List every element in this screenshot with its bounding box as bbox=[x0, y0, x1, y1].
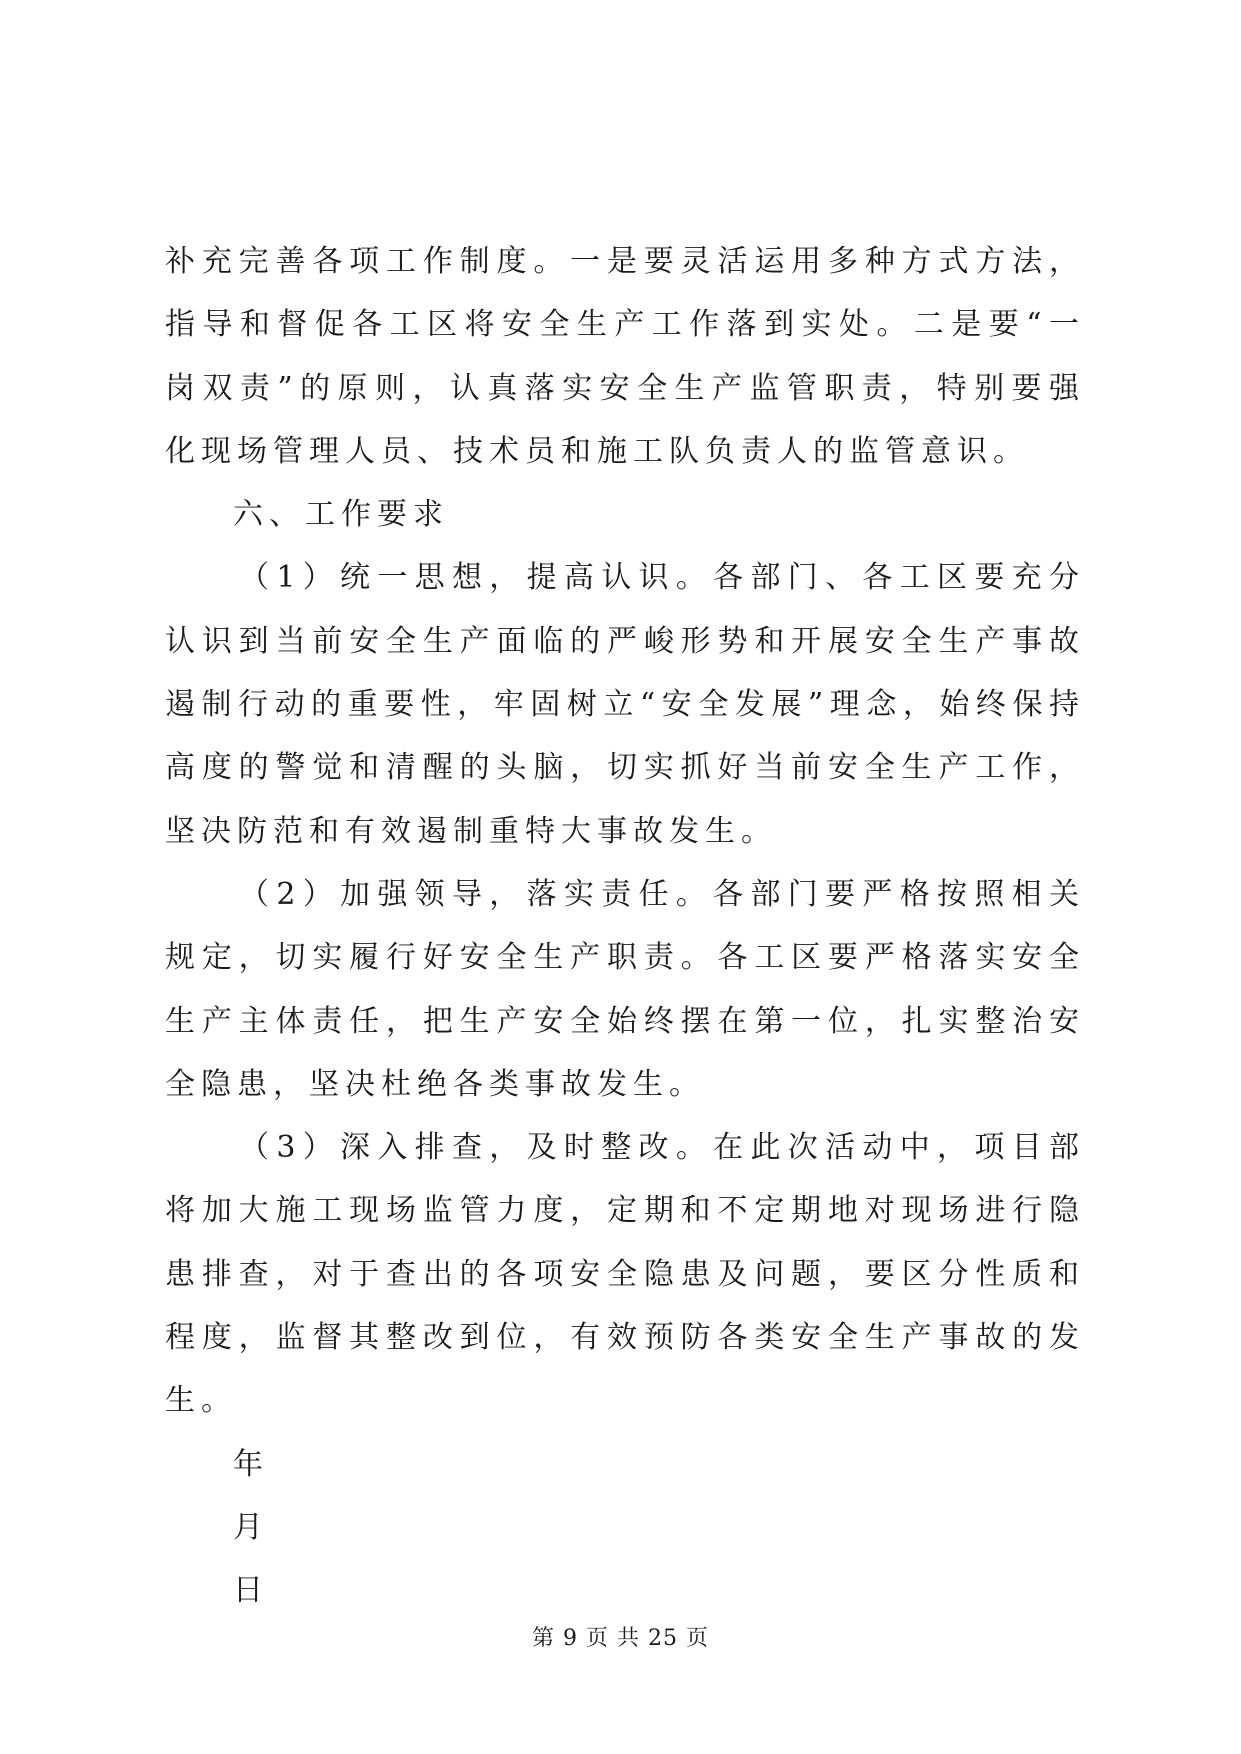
page-footer: 第 9 页 共 25 页 bbox=[532, 1626, 709, 1651]
section-heading: 六、工作要求 bbox=[233, 497, 449, 533]
paragraph-continuation: 补充完善各项工作制度。一是要灵活运用多种方式方法，指导和督促各工区将安全生产工作落到实处。二是要“一岗双责”的原则，认真落实安全生产监管职责，特别要强化现场管理人员、技术员和施工队负责人的监管意识。 bbox=[165, 244, 1085, 469]
date-year: 年 bbox=[233, 1446, 269, 1482]
paragraph-requirement-1: （1）统一思想，提高认识。各部门、各工区要充分认识到当前安全生产面临的严峻形势和开展安全生产事故遏制行动的重要性，牢固树立“安全发展”理念，始终保持高度的警觉和清醒的头脑，切实抓好当前安全生产工作，坚决防范和有效遏制重特大事故发生。 bbox=[165, 560, 1085, 849]
paragraph-requirement-3: （3）深入排查，及时整改。在此次活动中，项目部将加大施工现场监管力度，定期和不定期地对现场进行隐患排查，对于查出的各项安全隐患及问题，要区分性质和程度，监督其整改到位，有效预防各类安全生产事故的发生。 bbox=[165, 1130, 1085, 1419]
date-month: 月 bbox=[233, 1509, 269, 1545]
document-body bbox=[165, 230, 1085, 1623]
date-day: 日 bbox=[233, 1573, 269, 1609]
paragraph-requirement-2: （2）加强领导，落实责任。各部门要严格按照相关规定，切实履行好安全生产职责。各工区要严格落实安全生产主体责任，把生产安全始终摆在第一位，扎实整治安全隐患，坚决杜绝各类事故发生。 bbox=[165, 876, 1085, 1102]
